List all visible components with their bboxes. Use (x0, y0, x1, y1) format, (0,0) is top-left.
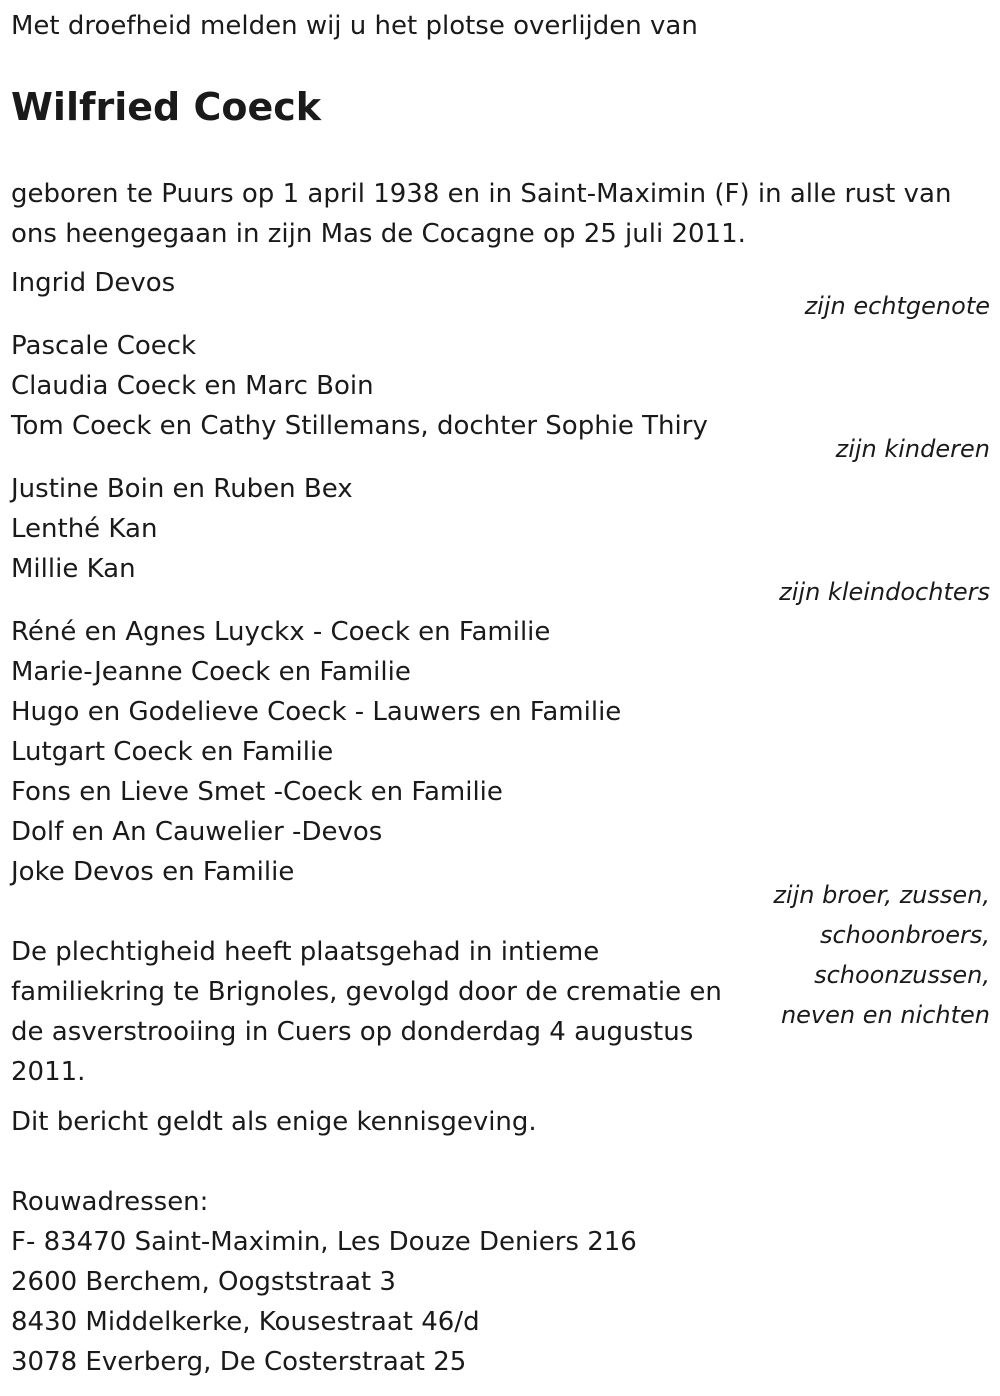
sibling-name: Hugo en Godelieve Coeck - Lauwers en Familie (11, 697, 622, 727)
sibling-name: Fons en Lieve Smet -Coeck en Familie (11, 777, 503, 807)
notice-text: Dit bericht geldt als enige kennisgeving. (11, 1107, 537, 1137)
relation-siblings-line: schoonbroers, (819, 921, 990, 949)
relation-siblings-line: zijn broer, zussen, (773, 881, 990, 909)
ceremony-text: De plechtigheid heeft plaatsgehad in intieme familiekring te Brignoles, gevolgd door de crematie en de asverstrooiing in Cuers op donderdag 4 augustus 2011. (11, 937, 722, 1087)
relation-siblings (773, 875, 990, 1035)
child-name: Claudia Coeck en Marc Boin (11, 371, 374, 401)
spouse-names (11, 263, 175, 303)
sibling-name: Dolf en An Cauwelier -Devos (11, 817, 383, 847)
address-line: 8430 Middelkerke, Kousestraat 46/d (11, 1307, 480, 1337)
addresses (11, 1182, 637, 1382)
relation-siblings-line: neven en nichten (780, 1001, 990, 1029)
intro-text: Met droefheid melden wij u het plotse overlijden van (11, 11, 698, 41)
siblings-names (11, 612, 621, 892)
spouse-name: Ingrid Devos (11, 268, 176, 298)
granddaughter-name: Millie Kan (11, 554, 136, 584)
sibling-name: Lutgart Coeck en Familie (11, 737, 334, 767)
addresses-heading: Rouwadressen: (11, 1187, 209, 1217)
address-line: F- 83470 Saint-Maximin, Les Douze Deniers 216 (11, 1227, 637, 1257)
relation-spouse: zijn echtgenote (804, 292, 990, 320)
child-name: Pascale Coeck (11, 331, 197, 361)
granddaughter-name: Justine Boin en Ruben Bex (11, 474, 353, 504)
birth-death-text: geboren te Puurs op 1 april 1938 en in Saint-Maximin (F) in alle rust van ons heengegaan in zijn Mas de Cocagne op 25 juli 2011. (11, 179, 952, 249)
deceased-name: Wilfried Coeck (11, 85, 322, 129)
address-line: 3078 Everberg, De Costerstraat 25 (11, 1347, 467, 1377)
child-name: Tom Coeck en Cathy Stillemans, dochter Sophie Thiry (11, 411, 708, 441)
sibling-name: Joke Devos en Familie (11, 857, 295, 887)
relation-children: zijn kinderen (835, 435, 990, 463)
relation-siblings-line: schoonzussen, (814, 961, 990, 989)
sibling-name: Marie-Jeanne Coeck en Familie (11, 657, 411, 687)
granddaughter-name: Lenthé Kan (11, 514, 158, 544)
children-names (11, 326, 708, 446)
granddaughters-names (11, 469, 353, 589)
relation-granddaughters: zijn kleindochters (779, 578, 990, 606)
sibling-name: Réné en Agnes Luyckx - Coeck en Familie (11, 617, 551, 647)
address-line: 2600 Berchem, Oogststraat 3 (11, 1267, 396, 1297)
